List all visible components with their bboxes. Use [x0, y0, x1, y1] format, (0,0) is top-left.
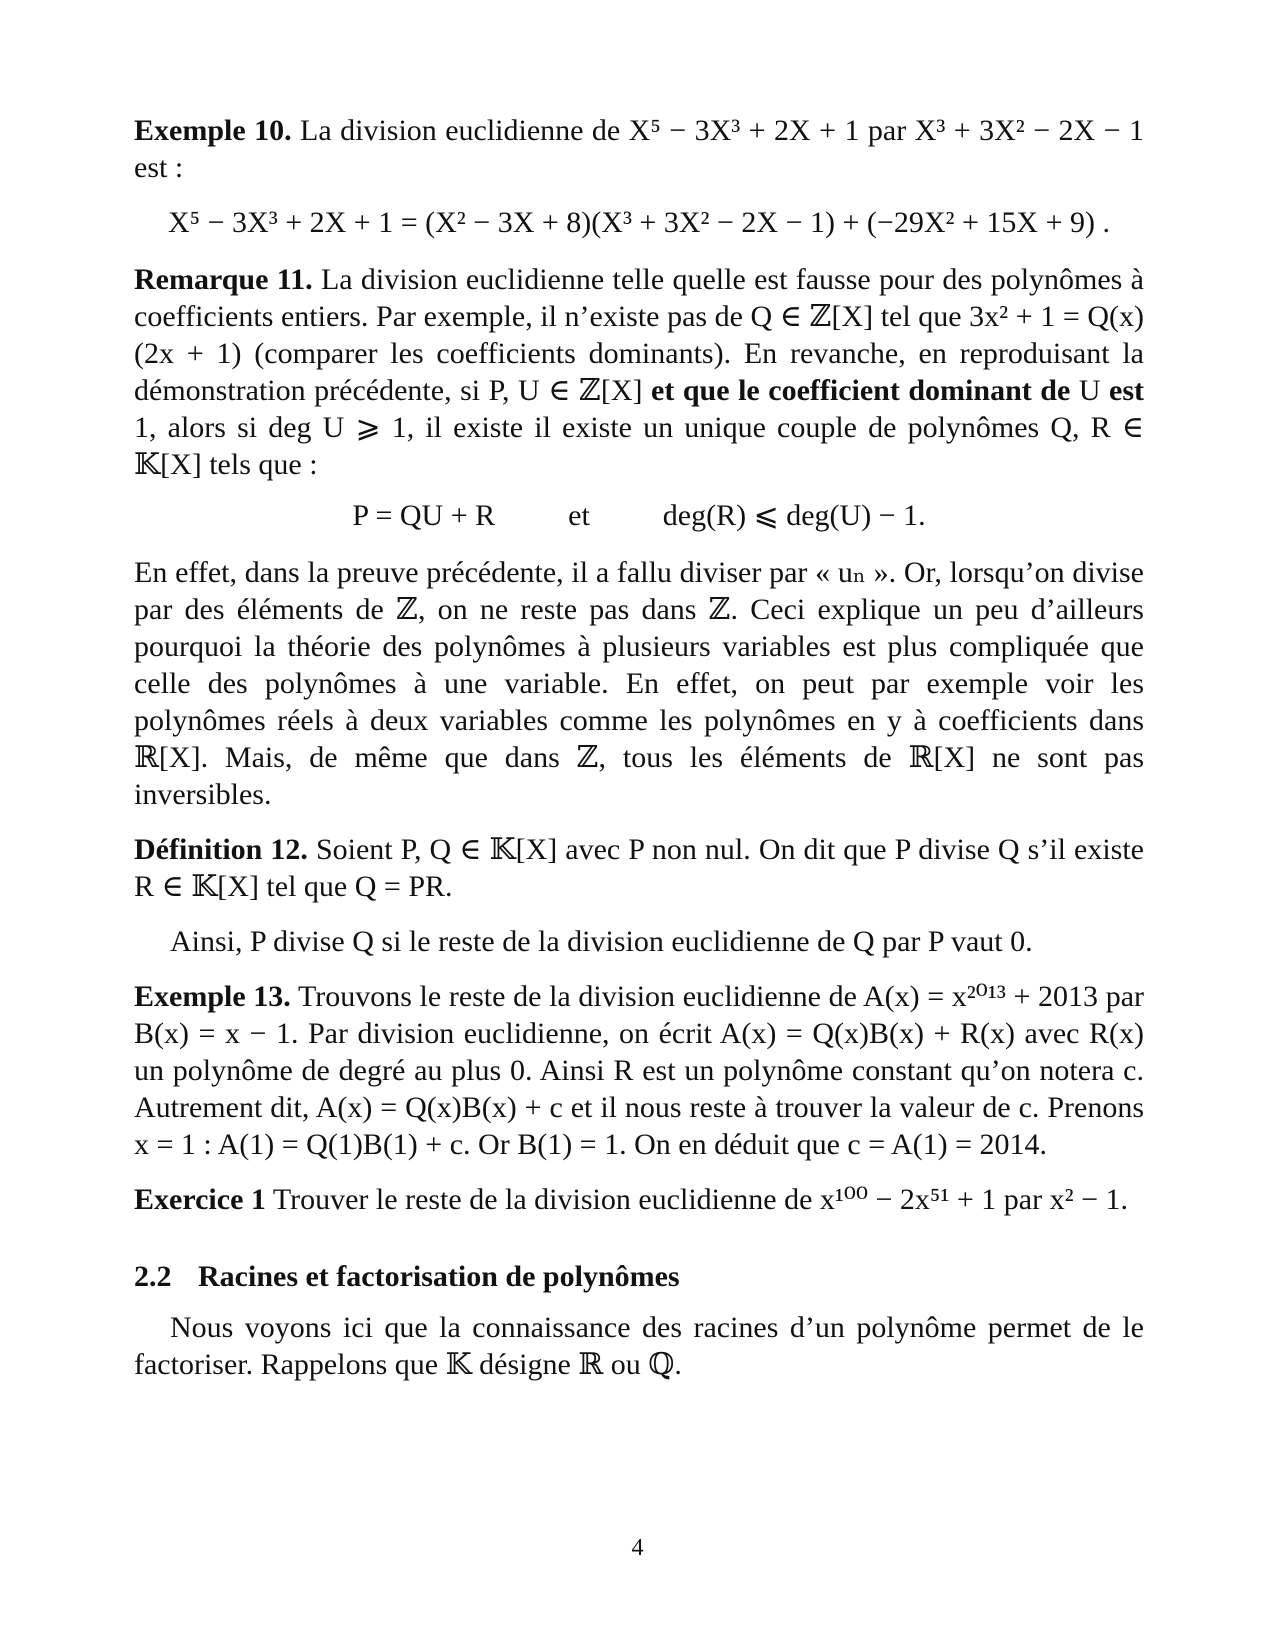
remark-11-text-a: La division euclidienne telle quelle est fausse pour des polynômes à coefficients entiers. Par exemple, il n’existe pas de Q ∈ ℤ[X] tel que 3x² + 1 = Q(x)(2x + 1) (comparer les coefficients dominants). En revanche, en reproduisant la démonstration précédente, si P, U ∈ ℤ[X] [134, 263, 1144, 407]
remark-11-text-b: U [1078, 374, 1101, 407]
example-10-formula: X⁵ − 3X³ + 2X + 1 = (X² − 3X + 8)(X³ + 3X² − 2X − 1) + (−29X² + 15X + 9) . [168, 206, 1110, 239]
example-10-text: La division euclidienne de X⁵ − 3X³ + 2X + 1 par X³ + 3X² − 2X − 1 est : [134, 114, 1145, 184]
exercise-1 [134, 1181, 1144, 1218]
example-13-label: Exemple 13. [134, 980, 291, 1013]
remark-11-text-c: 1, alors si deg U ⩾ 1, il existe il existe un unique couple de polynômes Q, R ∈ 𝕂[X] tels que : [134, 411, 1144, 481]
section-title: Racines et factorisation de polynômes [198, 1260, 680, 1293]
section-intro: Nous voyons ici que la connaissance des racines d’un polynôme permet de le factoriser. Rappelons que 𝕂 désigne ℝ ou ℚ. [134, 1311, 1144, 1381]
formula-left: P = QU + R [352, 499, 496, 532]
remark-11 [134, 261, 1144, 483]
example-13 [134, 978, 1144, 1163]
definition-12-label: Définition 12. [134, 833, 308, 866]
section-heading [134, 1258, 1144, 1295]
remark-11-continuation: En effet, dans la preuve précédente, il a fallu diviser par « uₙ ». Or, lorsqu’on divise par des éléments de ℤ, on ne reste pas dans ℤ. Ceci explique un peu d’ailleurs pourquoi la théorie des polynômes à plusieurs variables est plus compliquée que celle des polynômes à une variable. En effet, on peut par exemple voir les polynômes réels à deux variables comme les polynômes en y à coefficients dans ℝ[X]. Mais, de même que dans ℤ, tous les éléments de ℝ[X] ne sont pas inversibles. [134, 556, 1144, 811]
page-body [134, 112, 1144, 1383]
formula-mid: et [568, 499, 590, 532]
exercise-1-label: Exercice 1 [134, 1183, 266, 1216]
example-10 [134, 112, 1144, 186]
definition-12 [134, 831, 1144, 905]
example-10-label: Exemple 10. [134, 114, 292, 147]
remark-11-formula [134, 497, 1144, 534]
definition-12-text: Soient P, Q ∈ 𝕂[X] avec P non nul. On dit que P divise Q s’il existe R ∈ 𝕂[X] tel que Q = PR. [134, 833, 1144, 903]
formula-right: deg(R) ⩽ deg(U) − 1. [662, 499, 926, 532]
page-number: 4 [631, 1535, 644, 1561]
definition-12-follow: Ainsi, P divise Q si le reste de la division euclidienne de Q par P vaut 0. [170, 925, 1033, 958]
example-13-text: Trouvons le reste de la division euclidienne de A(x) = x²⁰¹³ + 2013 par B(x) = x − 1. Par division euclidienne, on écrit A(x) = Q(x)B(x) + R(x) avec R(x) un polynôme de degré au plus 0. Ainsi R est un polynôme constant qu’on notera c. Autrement dit, A(x) = Q(x)B(x) + c et il nous reste à trouver la valeur de c. Prenons x = 1 : A(1) = Q(1)B(1) + c. Or B(1) = 1. On en déduit que c = A(1) = 2014. [134, 980, 1145, 1161]
section-number: 2.2 [134, 1260, 172, 1293]
remark-11-bold-2: est [1109, 374, 1144, 407]
remark-11-bold: et que le coefficient dominant de [651, 374, 1071, 407]
exercise-1-text: Trouver le reste de la division euclidienne de x¹⁰⁰ − 2x⁵¹ + 1 par x² − 1. [272, 1183, 1128, 1216]
remark-11-label: Remarque 11. [134, 263, 313, 296]
